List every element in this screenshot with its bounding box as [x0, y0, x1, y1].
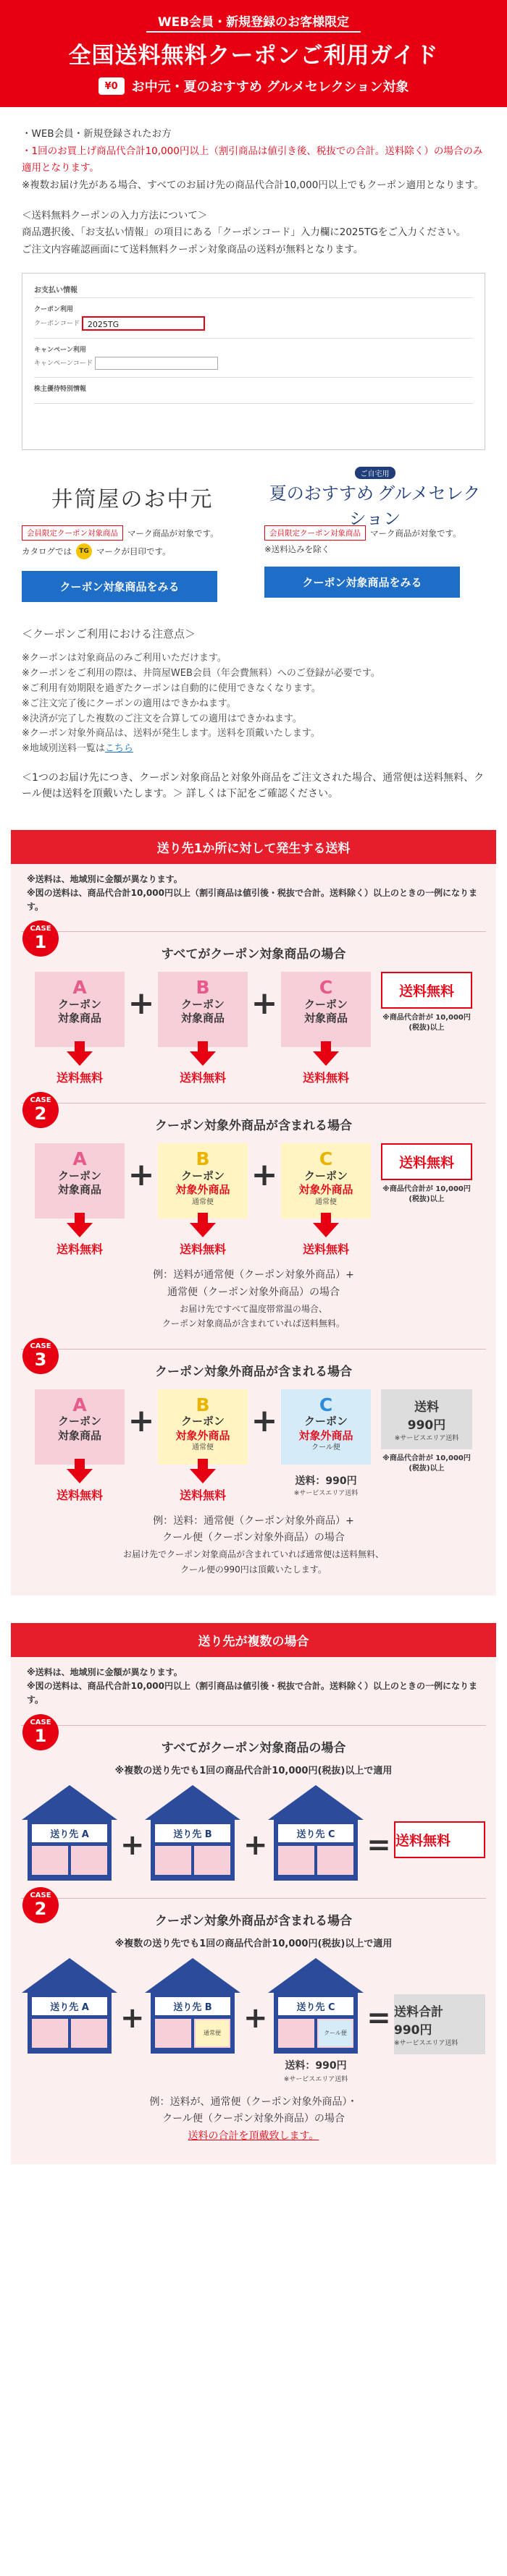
item-card: C クーポン 対象外商品 通常便 [281, 1143, 371, 1219]
case-badge: CASE 2 [22, 1092, 59, 1128]
result-note: ※商品代合計が 10,000円(税抜)以上 [382, 1014, 471, 1033]
house-label: 送り先 B [155, 1824, 230, 1842]
plus-icon: + [243, 1828, 268, 1862]
campaign-code-input[interactable] [95, 357, 218, 370]
item-result: 送料無料 [56, 1071, 103, 1085]
summer-note-row [264, 543, 485, 555]
ochugen-chip-row [22, 525, 243, 541]
tg-mark-icon: TG [76, 543, 92, 559]
caution-item: ※ご注文完了後にクーポンの適用はできかねます。 [22, 698, 236, 709]
case-3 [21, 1342, 486, 1577]
item-result: 送料無料 [179, 1488, 226, 1502]
house-label: 送り先 A [32, 1997, 107, 2015]
item-b [158, 1389, 248, 1503]
catalog-row [22, 543, 243, 559]
plus-icon: + [127, 1402, 155, 1439]
footnote-line: クール便（クーポン対象外商品）の場合 [162, 2113, 345, 2125]
multiple-destination-section [11, 1623, 496, 2164]
item-card: B クーポン 対象外商品 通常便 [158, 1143, 248, 1219]
house-icon: 送り先 C クール便 送料：990円 ※サービスエリア送料 [268, 1958, 364, 2084]
ochugen-logo: 井筒屋のお中元 [51, 487, 214, 513]
footnote-line: クール便（クーポン対象外商品）の場合 [162, 1532, 345, 1544]
item-card: C クーポン 対象商品 [281, 972, 371, 1047]
down-arrow-icon [190, 1051, 216, 1066]
item-card: B クーポン 対象外商品 通常便 [158, 1389, 248, 1465]
result-box: 送料 990円 ※サービスエリア送料 [381, 1389, 472, 1449]
case-result [381, 972, 472, 1033]
summer-logo [264, 470, 485, 529]
section-notes [11, 864, 496, 915]
coupon-code-input[interactable]: 2025TG [82, 316, 205, 331]
section-heading: 送り先1か所に対して発生する送料 [11, 830, 496, 864]
down-arrow-icon [67, 1223, 93, 1237]
case-grid [21, 972, 486, 1085]
item-card: C クーポン 対象外商品 クール便 [281, 1389, 371, 1465]
view-coupon-items-button[interactable]: クーポン対象商品をみる [22, 571, 217, 602]
section-notes [11, 1657, 496, 1708]
result-note: ※商品代合計が 10,000円(税抜)以上 [382, 1185, 471, 1204]
case-title: クーポン対象外商品が含まれる場合 [155, 1364, 352, 1379]
result-box: 送料合計 990円 ※サービスエリア送料 [394, 1994, 485, 2054]
house-icon [22, 1785, 117, 1881]
brand-ochugen [22, 472, 243, 602]
house-label: 送り先 A [32, 1824, 107, 1842]
item-card: A クーポン 対象商品 [35, 1389, 125, 1465]
plus-icon: + [251, 1402, 278, 1439]
intro [0, 107, 507, 258]
caution [22, 625, 485, 757]
case-1 [21, 925, 486, 1085]
item-result: 送料無料 [302, 1242, 349, 1257]
item-card: B クーポン 対象商品 [158, 972, 248, 1047]
shipping-list-row [22, 742, 485, 757]
case-footnote [21, 1513, 486, 1577]
case-2 [21, 1891, 486, 2145]
summer-logo-main: 夏のおすすめ [269, 483, 374, 504]
result-note: ※商品代合計が 10,000円(税抜)以上 [382, 1454, 471, 1473]
chip-text: マーク商品が対象です。 [127, 528, 219, 538]
item-b [158, 972, 248, 1085]
intro-item: ・1回のお買上げ商品代合計10,000円以上（割引商品は値引き後、税抜での合計。送料除く）の場合のみ適用となります。 [22, 145, 483, 174]
footnote-line: 例：送料が通常便（クーポン対象外商品）+ [153, 1269, 354, 1281]
down-arrow-icon [190, 1469, 216, 1483]
coupon-label: クーポン利用 [34, 306, 74, 314]
plus-icon: + [127, 985, 155, 1022]
case-result [381, 1389, 472, 1474]
hero-banner [0, 0, 507, 107]
hero-target-text: お中元・夏のおすすめ グルメセレクション対象 [131, 80, 409, 95]
case-rule: ※複数の送り先でも1回の商品代合計10,000円(税抜)以上で適用 [114, 1765, 393, 1776]
plus-icon: + [243, 2001, 268, 2035]
intro-list [22, 126, 485, 195]
case-badge: CASE 3 [22, 1338, 59, 1374]
case-footnote [21, 1267, 486, 1331]
case-badge: CASE 2 [22, 1887, 59, 1923]
payment-info-title: お支払い情報 [34, 284, 473, 298]
result-box: 送料無料 [381, 1143, 472, 1180]
footnote-line: 例：送料：通常便（クーポン対象外商品）+ [153, 1514, 354, 1527]
plus-icon: + [251, 985, 278, 1022]
section-note: ※送料は、地域別に金額が異なります。 [27, 1667, 183, 1678]
summer-logo-sub: グルメセレクション [348, 483, 481, 529]
item-card: A クーポン 対象商品 [35, 1143, 125, 1219]
case-2 [21, 1096, 486, 1331]
item-result: 送料無料 [56, 1242, 103, 1257]
case-title: クーポン対象外商品が含まれる場合 [155, 1913, 352, 1928]
method-text-2: ご注文内容確認画面にて送料無料クーポン対象商品の送料が無料となります。 [22, 243, 364, 255]
case-grid [21, 1143, 486, 1257]
item-b [158, 1143, 248, 1257]
shipping-list-prefix: ※地域別送料一覧は [22, 743, 105, 755]
case-badge: CASE 1 [22, 920, 59, 957]
shipping-list-link[interactable]: こちら [104, 743, 133, 755]
caution-item: ※ご利用有効期限を過ぎたクーポンは自動的に使用できなくなります。 [22, 682, 321, 694]
footnote-line: 例：送料が、通常便（クーポン対象外商品）・ [149, 2096, 358, 2108]
home-use-tag: ご自宅用 [355, 467, 395, 479]
down-arrow-icon [313, 1051, 339, 1066]
case-result [394, 1994, 485, 2054]
caution-item: ※クーポンをご利用の際は、井筒屋WEB会員（年会費無料）へのご登録が必要です。 [22, 668, 380, 679]
summer-note: ※送料込みを除く [264, 544, 330, 555]
result-box: 送料無料 [394, 1821, 485, 1858]
houses-row [21, 1785, 486, 1881]
footnote-line: クール便の990円は頂戴いたします。 [180, 1564, 327, 1575]
house-label: 送り先 B [155, 1997, 230, 2015]
house-icon [145, 1785, 240, 1881]
case-title: すべてがクーポン対象商品の場合 [161, 947, 346, 962]
coupon-field-label: クーポンコード [34, 320, 80, 328]
house-icon: 送り先 B 通常便 [145, 1958, 240, 2054]
coupon-block [34, 304, 473, 339]
house-icon [268, 1785, 364, 1881]
item-c [281, 972, 371, 1085]
coupon-chip: 会員限定クーポン対象商品 [22, 525, 123, 541]
house-label: 送り先 C [278, 1997, 353, 2015]
result-box: 送料無料 [381, 972, 472, 1009]
item-result: 送料無料 [179, 1071, 226, 1085]
item-result: 送料無料 [302, 1071, 349, 1085]
points-label: 株主優待特別情報 [34, 386, 87, 394]
down-arrow-icon [313, 1223, 339, 1237]
coupon-chip: 会員限定クーポン対象商品 [264, 525, 366, 541]
plus-icon: + [120, 1828, 145, 1862]
yen-zero-icon: ¥0 [99, 77, 125, 95]
case-footnote [21, 2094, 486, 2145]
item-result: 送料無料 [56, 1488, 103, 1502]
single-destination-section [11, 830, 496, 1596]
view-coupon-items-button[interactable]: クーポン対象商品をみる [264, 567, 460, 598]
brand-row [22, 472, 485, 602]
hero-line [0, 77, 507, 96]
footnote-line: お届け先でクーポン対象商品が含まれていれば通常便は送料無料、 [122, 1549, 384, 1560]
case-rule: ※複数の送り先でも1回の商品代合計10,000円(税抜)以上で適用 [114, 1938, 393, 1949]
item-c [281, 1143, 371, 1257]
case-result [394, 1821, 485, 1858]
catalog-text: カタログでは [22, 546, 72, 557]
caution-title: ＜クーポンご利用における注意点＞ [22, 627, 196, 641]
hero-title: 全国送料無料クーポンご利用ガイド [68, 43, 439, 69]
caution-item: ※決済が完了した複数のご注文を合算しての適用はできかねます。 [22, 713, 302, 724]
case-grid [21, 1389, 486, 1503]
method-title: ＜送料無料クーポンの入力方法について＞ [22, 209, 208, 221]
footnote-line: 送料の合計を頂戴致します。 [188, 2130, 319, 2143]
section-heading: 送り先が複数の場合 [11, 1623, 496, 1657]
house-label: 送り先 C [278, 1824, 353, 1842]
campaign-field-label: キャンペーンコード [34, 360, 93, 368]
campaign-block [34, 344, 473, 378]
case-result [381, 1143, 472, 1205]
caution-item: ※クーポン対象外商品は、送料が発生します。送料を頂戴いたします。 [22, 728, 320, 740]
method-text: 商品選択後、「お支払い情報」の項目にある「クーポンコード」入力欄に2025TGをご入力ください。 [22, 226, 466, 239]
footnote-line: お届け先ですべて温度帯常温の場合、 [180, 1303, 327, 1314]
points-block [34, 384, 473, 404]
chip-text: マーク商品が対象です。 [370, 528, 461, 538]
case-badge: CASE 1 [22, 1714, 59, 1750]
footnote-line: 通常便（クーポン対象外商品）の場合 [167, 1287, 340, 1299]
case-title: すべてがクーポン対象商品の場合 [161, 1740, 346, 1755]
plus-icon: + [127, 1156, 155, 1194]
campaign-label: キャンペーン利用 [34, 347, 86, 355]
brand-summer [264, 472, 485, 602]
section-note: ※図の送料は、商品代合計10,000円以上（割引商品は値引後・税抜で合計。送料除く）以上のときの一例になります。 [27, 887, 477, 912]
hero-subtitle: WEB会員・新規登録のお客様限定 [146, 10, 361, 33]
plus-icon: + [120, 2001, 145, 2035]
summer-chip-row [264, 525, 485, 541]
down-arrow-icon [67, 1469, 93, 1483]
item-c [281, 1389, 371, 1497]
equals-icon: = [366, 1828, 391, 1862]
item-fare: 送料：990円 ※サービスエリア送料 [293, 1475, 359, 1497]
case-title: クーポン対象外商品が含まれる場合 [155, 1119, 352, 1134]
footnote-line: クーポン対象商品が含まれていれば送料無料。 [162, 1318, 345, 1329]
intro-item: ※複数お届け先がある場合、すべてのお届け先の商品代合計10,000円以上でもクーポン適用となります。 [22, 179, 484, 191]
payment-form-screenshot [22, 273, 485, 450]
item-a [35, 972, 125, 1085]
section-note: ※図の送料は、商品代合計10,000円以上（割引商品は値引後・税抜で合計。送料除く）以上のときの一例になります。 [27, 1681, 477, 1706]
intro-item: ・WEB会員・新規登録されたお方 [22, 128, 172, 140]
house-fare: 送料：990円 ※サービスエリア送料 [283, 2059, 348, 2083]
item-card: A クーポン 対象商品 [35, 972, 125, 1047]
item-a [35, 1389, 125, 1503]
case-1 [21, 1718, 486, 1881]
plus-icon: + [251, 1156, 278, 1194]
houses-row [21, 1958, 486, 2084]
down-arrow-icon [190, 1223, 216, 1237]
item-result: 送料無料 [179, 1242, 226, 1257]
section-note: ※送料は、地域別に金額が異なります。 [27, 873, 183, 884]
lead-text: ＜1つのお届け先につき、クーポン対象商品と対象外商品をご注文された場合、通常便は送料無料、クール便は送料を頂戴いたします。＞ 詳しくは下記をご確認ください。 [22, 771, 485, 800]
house-icon [22, 1958, 117, 2054]
item-a [35, 1143, 125, 1257]
mark-text: マークが目印です。 [96, 546, 171, 557]
caution-item: ※クーポンは対象商品のみご利用いただけます。 [22, 653, 227, 664]
down-arrow-icon [67, 1051, 93, 1066]
equals-icon: = [366, 2001, 391, 2035]
